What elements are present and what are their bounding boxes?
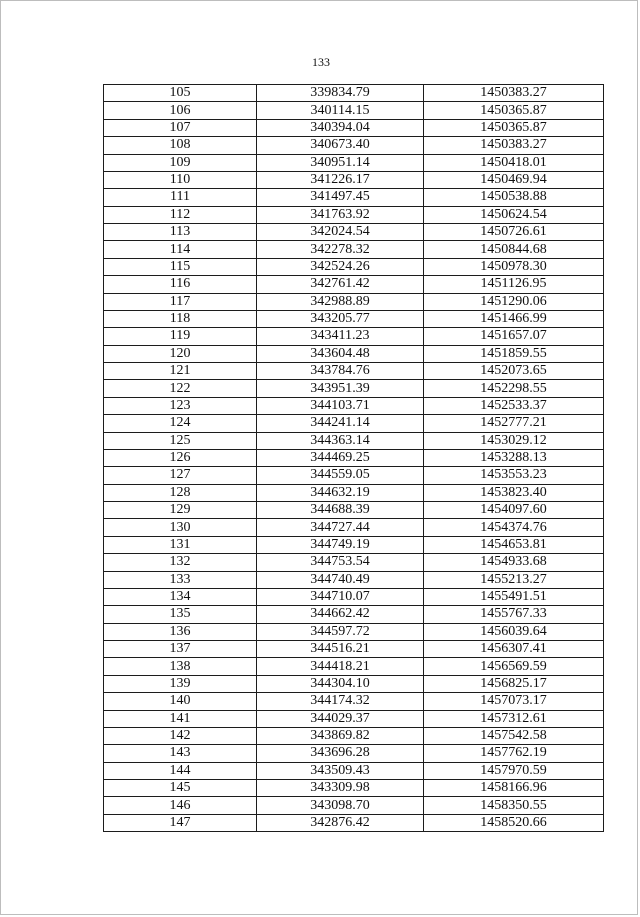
table-row [104,345,604,362]
table-row [104,484,604,501]
point-number-cell: 123 [104,397,257,414]
table-row [104,797,604,814]
table-row [104,258,604,275]
x-coordinate-cell: 343951.39 [257,380,424,397]
point-number-cell: 129 [104,502,257,519]
y-coordinate-cell: 1458350.55 [424,797,604,814]
x-coordinate-cell: 340673.40 [257,137,424,154]
table-row [104,415,604,432]
table-row [104,588,604,605]
x-coordinate-cell: 344304.10 [257,675,424,692]
table-row [104,102,604,119]
x-coordinate-cell: 344740.49 [257,571,424,588]
y-coordinate-cell: 1457762.19 [424,745,604,762]
coordinates-table [103,84,604,832]
point-number-cell: 135 [104,606,257,623]
x-coordinate-cell: 342988.89 [257,293,424,310]
y-coordinate-cell: 1455213.27 [424,571,604,588]
table-row [104,119,604,136]
point-number-cell: 140 [104,693,257,710]
y-coordinate-cell: 1453288.13 [424,449,604,466]
y-coordinate-cell: 1450978.30 [424,258,604,275]
x-coordinate-cell: 344516.21 [257,641,424,658]
table-row [104,814,604,831]
y-coordinate-cell: 1454933.68 [424,554,604,571]
table-row [104,693,604,710]
x-coordinate-cell: 342278.32 [257,241,424,258]
y-coordinate-cell: 1454097.60 [424,502,604,519]
y-coordinate-cell: 1452533.37 [424,397,604,414]
table-row [104,432,604,449]
point-number-cell: 139 [104,675,257,692]
point-number-cell: 145 [104,780,257,797]
table-row [104,137,604,154]
y-coordinate-cell: 1450383.27 [424,85,604,102]
table-row [104,675,604,692]
y-coordinate-cell: 1457312.61 [424,710,604,727]
x-coordinate-cell: 344727.44 [257,519,424,536]
point-number-cell: 112 [104,206,257,223]
y-coordinate-cell: 1451126.95 [424,276,604,293]
y-coordinate-cell: 1456039.64 [424,623,604,640]
table-row [104,363,604,380]
y-coordinate-cell: 1450726.61 [424,224,604,241]
table-row [104,189,604,206]
y-coordinate-cell: 1450624.54 [424,206,604,223]
point-number-cell: 127 [104,467,257,484]
y-coordinate-cell: 1453823.40 [424,484,604,501]
x-coordinate-cell: 340951.14 [257,154,424,171]
y-coordinate-cell: 1456825.17 [424,675,604,692]
table-row [104,641,604,658]
point-number-cell: 110 [104,171,257,188]
point-number-cell: 122 [104,380,257,397]
y-coordinate-cell: 1450418.01 [424,154,604,171]
table-row [104,658,604,675]
x-coordinate-cell: 344363.14 [257,432,424,449]
point-number-cell: 124 [104,415,257,432]
point-number-cell: 136 [104,623,257,640]
y-coordinate-cell: 1450383.27 [424,137,604,154]
x-coordinate-cell: 344662.42 [257,606,424,623]
table-row [104,171,604,188]
point-number-cell: 117 [104,293,257,310]
table-row [104,519,604,536]
table-row [104,467,604,484]
table-row [104,571,604,588]
y-coordinate-cell: 1458520.66 [424,814,604,831]
x-coordinate-cell: 343784.76 [257,363,424,380]
table-row [104,224,604,241]
point-number-cell: 105 [104,85,257,102]
y-coordinate-cell: 1453553.23 [424,467,604,484]
table-row [104,780,604,797]
table-row [104,536,604,553]
x-coordinate-cell: 343098.70 [257,797,424,814]
y-coordinate-cell: 1456307.41 [424,641,604,658]
y-coordinate-cell: 1450365.87 [424,102,604,119]
x-coordinate-cell: 341226.17 [257,171,424,188]
point-number-cell: 143 [104,745,257,762]
x-coordinate-cell: 343309.98 [257,780,424,797]
x-coordinate-cell: 340394.04 [257,119,424,136]
point-number-cell: 107 [104,119,257,136]
table-row [104,397,604,414]
y-coordinate-cell: 1450538.88 [424,189,604,206]
point-number-cell: 131 [104,536,257,553]
y-coordinate-cell: 1452777.21 [424,415,604,432]
point-number-cell: 146 [104,797,257,814]
point-number-cell: 111 [104,189,257,206]
y-coordinate-cell: 1455767.33 [424,606,604,623]
table-row [104,380,604,397]
x-coordinate-cell: 344418.21 [257,658,424,675]
point-number-cell: 128 [104,484,257,501]
x-coordinate-cell: 343696.28 [257,745,424,762]
point-number-cell: 137 [104,641,257,658]
y-coordinate-cell: 1451859.55 [424,345,604,362]
table-row [104,293,604,310]
x-coordinate-cell: 343869.82 [257,727,424,744]
point-number-cell: 134 [104,588,257,605]
x-coordinate-cell: 344103.71 [257,397,424,414]
page-number: 133 [312,55,330,69]
point-number-cell: 115 [104,258,257,275]
table-row [104,710,604,727]
x-coordinate-cell: 343205.77 [257,310,424,327]
x-coordinate-cell: 343509.43 [257,762,424,779]
point-number-cell: 130 [104,519,257,536]
x-coordinate-cell: 344753.54 [257,554,424,571]
x-coordinate-cell: 342524.26 [257,258,424,275]
x-coordinate-cell: 344688.39 [257,502,424,519]
y-coordinate-cell: 1456569.59 [424,658,604,675]
table-row [104,623,604,640]
table-row [104,276,604,293]
x-coordinate-cell: 341497.45 [257,189,424,206]
x-coordinate-cell: 344597.72 [257,623,424,640]
point-number-cell: 125 [104,432,257,449]
x-coordinate-cell: 343604.48 [257,345,424,362]
point-number-cell: 109 [104,154,257,171]
table-row [104,727,604,744]
coordinates-table-body [104,85,604,832]
table-row [104,85,604,102]
y-coordinate-cell: 1453029.12 [424,432,604,449]
x-coordinate-cell: 344632.19 [257,484,424,501]
y-coordinate-cell: 1454374.76 [424,519,604,536]
y-coordinate-cell: 1454653.81 [424,536,604,553]
x-coordinate-cell: 344559.05 [257,467,424,484]
point-number-cell: 147 [104,814,257,831]
x-coordinate-cell: 344241.14 [257,415,424,432]
point-number-cell: 118 [104,310,257,327]
y-coordinate-cell: 1457073.17 [424,693,604,710]
x-coordinate-cell: 344749.19 [257,536,424,553]
table-row [104,328,604,345]
point-number-cell: 126 [104,449,257,466]
x-coordinate-cell: 344174.32 [257,693,424,710]
point-number-cell: 116 [104,276,257,293]
y-coordinate-cell: 1457542.58 [424,727,604,744]
x-coordinate-cell: 344029.37 [257,710,424,727]
point-number-cell: 108 [104,137,257,154]
x-coordinate-cell: 341763.92 [257,206,424,223]
table-row [104,762,604,779]
y-coordinate-cell: 1450469.94 [424,171,604,188]
point-number-cell: 106 [104,102,257,119]
point-number-cell: 113 [104,224,257,241]
x-coordinate-cell: 342024.54 [257,224,424,241]
table-row [104,154,604,171]
y-coordinate-cell: 1452298.55 [424,380,604,397]
point-number-cell: 141 [104,710,257,727]
y-coordinate-cell: 1451290.06 [424,293,604,310]
table-row [104,554,604,571]
table-row [104,206,604,223]
table-row [104,241,604,258]
point-number-cell: 132 [104,554,257,571]
y-coordinate-cell: 1458166.96 [424,780,604,797]
y-coordinate-cell: 1457970.59 [424,762,604,779]
x-coordinate-cell: 344469.25 [257,449,424,466]
point-number-cell: 138 [104,658,257,675]
x-coordinate-cell: 340114.15 [257,102,424,119]
x-coordinate-cell: 339834.79 [257,85,424,102]
x-coordinate-cell: 342761.42 [257,276,424,293]
y-coordinate-cell: 1451657.07 [424,328,604,345]
point-number-cell: 142 [104,727,257,744]
y-coordinate-cell: 1450365.87 [424,119,604,136]
point-number-cell: 120 [104,345,257,362]
table-row [104,449,604,466]
x-coordinate-cell: 343411.23 [257,328,424,345]
table-row [104,606,604,623]
table-row [104,745,604,762]
y-coordinate-cell: 1450844.68 [424,241,604,258]
y-coordinate-cell: 1451466.99 [424,310,604,327]
y-coordinate-cell: 1455491.51 [424,588,604,605]
point-number-cell: 119 [104,328,257,345]
point-number-cell: 121 [104,363,257,380]
point-number-cell: 114 [104,241,257,258]
point-number-cell: 133 [104,571,257,588]
y-coordinate-cell: 1452073.65 [424,363,604,380]
x-coordinate-cell: 344710.07 [257,588,424,605]
table-row [104,310,604,327]
x-coordinate-cell: 342876.42 [257,814,424,831]
point-number-cell: 144 [104,762,257,779]
table-row [104,502,604,519]
